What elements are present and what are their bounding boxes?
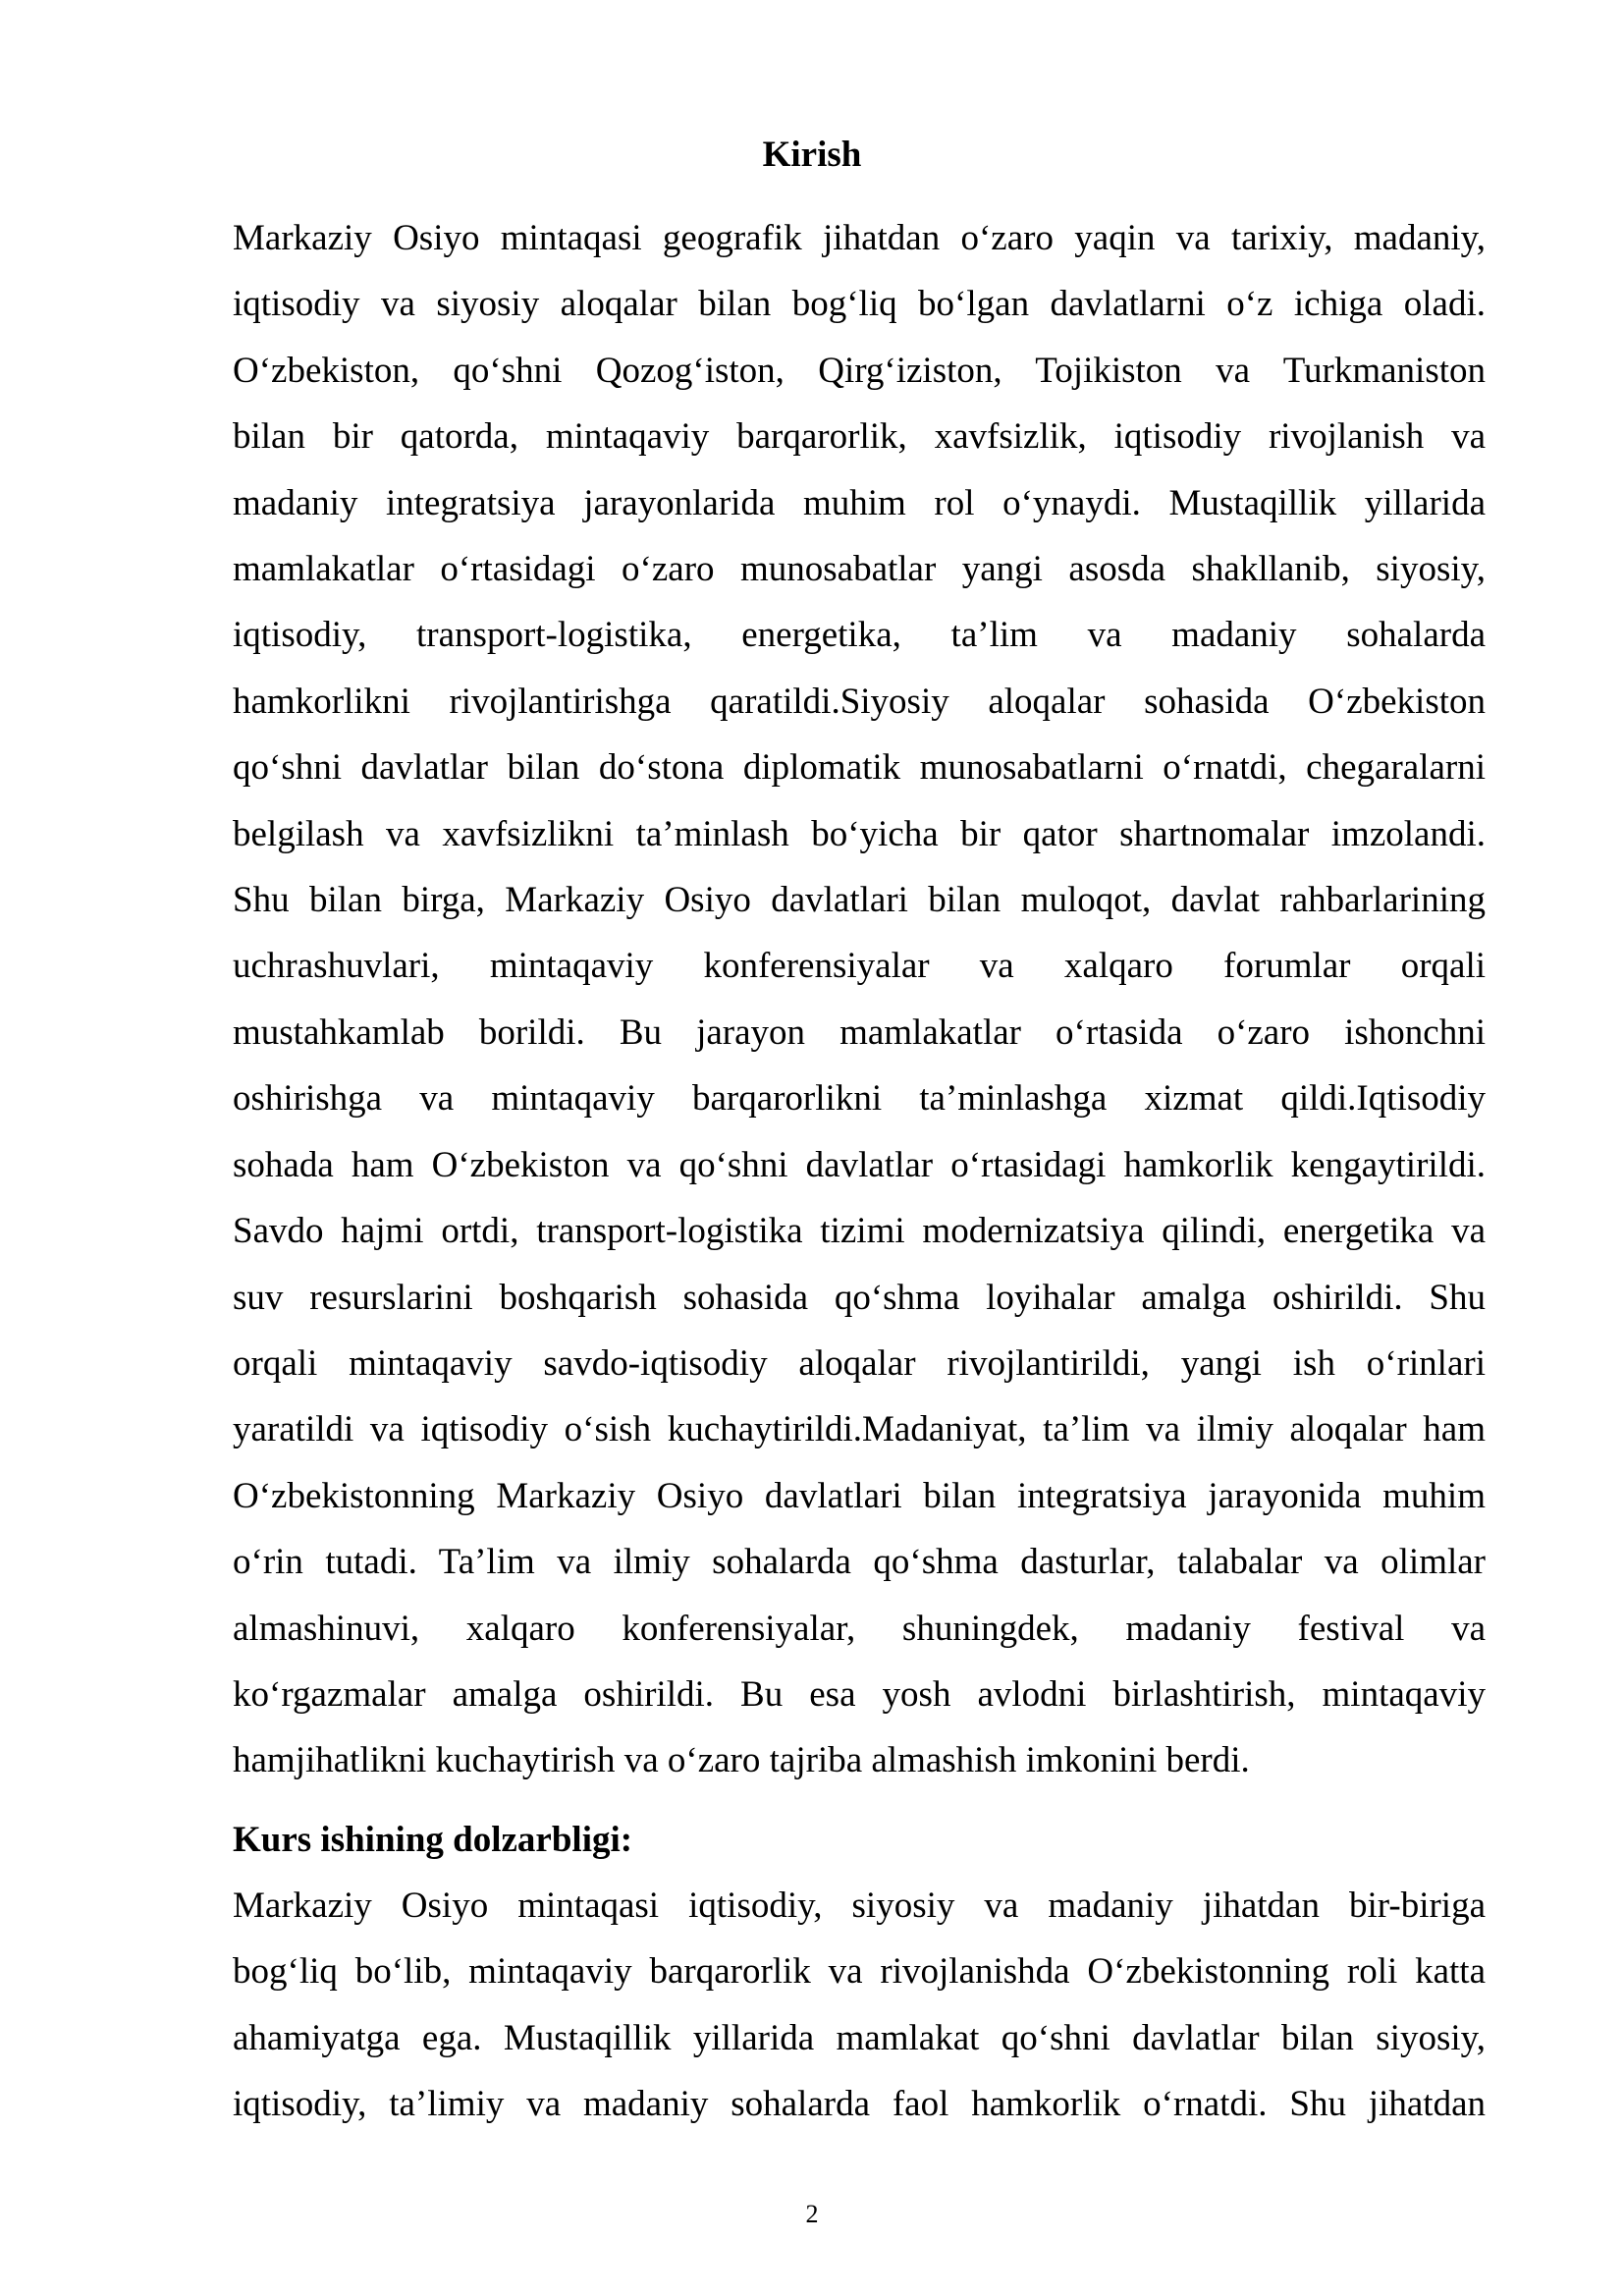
text-line: iqtisodiy, ta’limiy va madaniy sohalarda faol hamkorlik o‘rnatdi. Shu jihatdan [233,2084,1486,2125]
text-line: bilan bir qatorda, mintaqaviy barqarorlik, xavfsizlik, iqtisodiy rivojlanish va [233,416,1486,458]
text-line: uchrashuvlari, mintaqaviy konferensiyalar va xalqaro forumlar orqali [233,946,1486,987]
page-number: 2 [805,2200,819,2228]
intro-paragraph [233,205,1486,1794]
text-line: bog‘liq bo‘lib, mintaqaviy barqarorlik va rivojlanishda O‘zbekistonning roli katta [233,1951,1486,1993]
text-line: hamkorlikni rivojlantirishga qaratildi.Siyosiy aloqalar sohasida O‘zbekiston [233,681,1486,722]
text-line: orqali mintaqaviy savdo-iqtisodiy aloqalar rivojlantirildi, yangi ish o‘rinlari [233,1342,1486,1384]
section-heading: Kurs ishining dolzarbligi: [233,1820,633,1860]
text-line: qo‘shni davlatlar bilan do‘stona diplomatik munosabatlarni o‘rnatdi, chegaralarni [233,747,1486,789]
text-line: ko‘rgazmalar amalga oshirildi. Bu esa yosh avlodni birlashtirish, mintaqaviy [233,1673,1486,1715]
text-line: oshirishga va mintaqaviy barqarorlikni ta’minlashga xizmat qildi.Iqtisodiy [233,1078,1486,1120]
text-line: suv resurslarini boshqarish sohasida qo‘shma loyihalar amalga oshirildi. Shu [233,1277,1486,1318]
text-line: ahamiyatga ega. Mustaqillik yillarida mamlakat qo‘shni davlatlar bilan siyosiy, [233,2017,1486,2058]
relevance-paragraph [233,1873,1486,2138]
text-line: almashinuvi, xalqaro konferensiyalar, shuningdek, madaniy festival va [233,1608,1486,1649]
text-line: belgilash va xavfsizlikni ta’minlash bo‘yicha bir qator shartnomalar imzolandi. [233,813,1486,854]
text-line: iqtisodiy, transport-logistika, energetika, ta’lim va madaniy sohalarda [233,615,1486,656]
text-line: Markaziy Osiyo mintaqasi iqtisodiy, siyosiy va madaniy jihatdan bir-biriga [233,1886,1486,1926]
text-line: o‘rin tutadi. Ta’lim va ilmiy sohalarda qo‘shma dasturlar, talabalar va olimlar [233,1542,1486,1583]
text-line: madaniy integratsiya jarayonlarida muhim rol o‘ynaydi. Mustaqillik yillarida [233,482,1486,523]
text-line: sohada ham O‘zbekiston va qo‘shni davlatlar o‘rtasidagi hamkorlik kengaytirildi. [233,1144,1486,1185]
text-line: O‘zbekiston, qo‘shni Qozog‘iston, Qirg‘iziston, Tojikiston va Turkmaniston [233,350,1486,391]
text-line: mustahkamlab borildi. Bu jarayon mamlakatlar o‘rtasida o‘zaro ishonchni [233,1011,1486,1053]
text-line: Markaziy Osiyo mintaqasi geografik jihatdan o‘zaro yaqin va tarixiy, madaniy, [233,218,1486,258]
text-line: yaratildi va iqtisodiy o‘sish kuchaytirildi.Madaniyat, ta’lim va ilmiy aloqalar ham [233,1409,1486,1450]
text-line: Shu bilan birga, Markaziy Osiyo davlatlari bilan muloqot, davlat rahbarlarining [233,880,1486,921]
text-line: mamlakatlar o‘rtasidagi o‘zaro munosabatlar yangi asosda shakllanib, siyosiy, [233,549,1486,590]
text-line: iqtisodiy va siyosiy aloqalar bilan bog‘liq bo‘lgan davlatlarni o‘z ichiga oladi. [233,284,1486,325]
page-title: Kirish [762,135,862,175]
text-line: Savdo hajmi ortdi, transport-logistika tizimi modernizatsiya qilindi, energetika va [233,1211,1486,1252]
text-line: O‘zbekistonning Markaziy Osiyo davlatlari bilan integratsiya jarayonida muhim [233,1475,1486,1516]
text-line: hamjihatlikni kuchaytirish va o‘zaro tajriba almashish imkonini berdi. [233,1740,1250,1781]
